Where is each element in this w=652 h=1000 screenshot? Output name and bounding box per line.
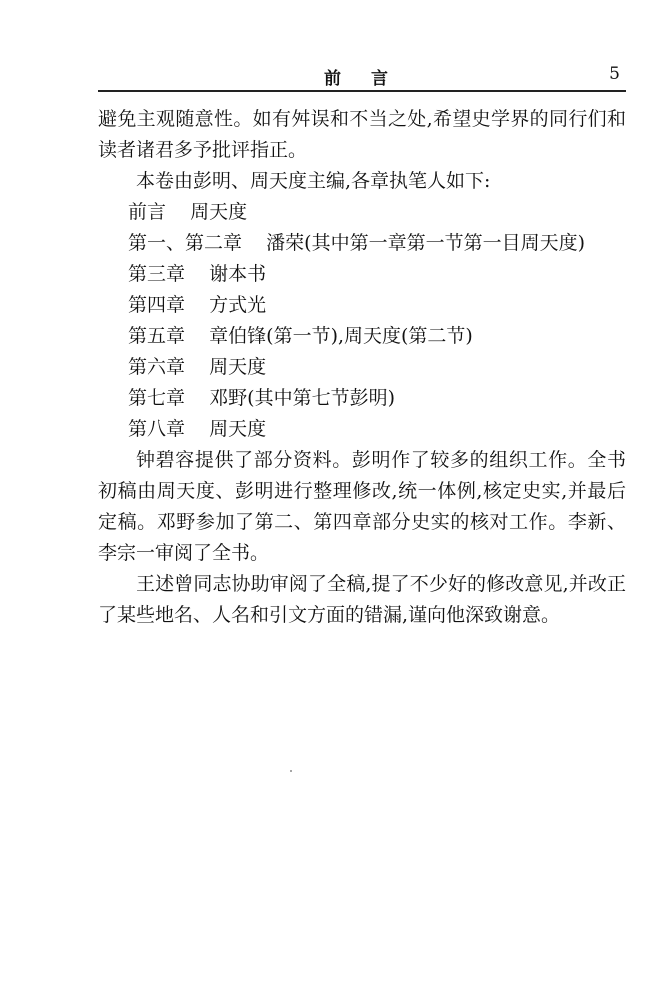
- assignment-line: 第三章 谢本书: [128, 263, 267, 285]
- assignment-line: 前言 周天度: [128, 201, 248, 223]
- assignment-line: 第八章 周天度: [128, 418, 267, 440]
- paragraph-1: 避免主观随意性。如有舛误和不当之处,希望史学界的同行们和读者诸君多予批评指正。: [98, 108, 626, 161]
- assignment-line: 第四章 方式光: [128, 294, 267, 316]
- author-assignment-list: [98, 197, 626, 445]
- page-number: 5: [609, 64, 620, 84]
- running-title: 前 言: [324, 69, 400, 89]
- scan-dot: [290, 770, 292, 772]
- assignment-line: 第一、第二章 潘荣(其中第一章第一节第一目周天度): [128, 232, 585, 254]
- page-header: [98, 58, 626, 92]
- assignment-line: 第五章 章伯锋(第一节),周天度(第二节): [128, 325, 473, 347]
- paragraph-2: 本卷由彭明、周天度主编,各章执笔人如下:: [136, 170, 491, 192]
- assignment-line: 第六章 周天度: [128, 356, 267, 378]
- paragraph-4: 王述曾同志协助审阅了全稿,提了不少好的修改意见,并改正了某些地名、人名和引文方面的错漏,谨向他深致谢意。: [98, 573, 626, 626]
- page-body: [98, 104, 626, 631]
- paragraph-3: 钟碧容提供了部分资料。彭明作了较多的组织工作。全书初稿由周天度、彭明进行整理修改,统一体例,核定史实,并最后定稿。邓野参加了第二、第四章部分史实的核对工作。李新、李宗一审阅了全书。: [98, 449, 626, 564]
- assignment-line: 第七章 邓野(其中第七节彭明): [128, 387, 395, 409]
